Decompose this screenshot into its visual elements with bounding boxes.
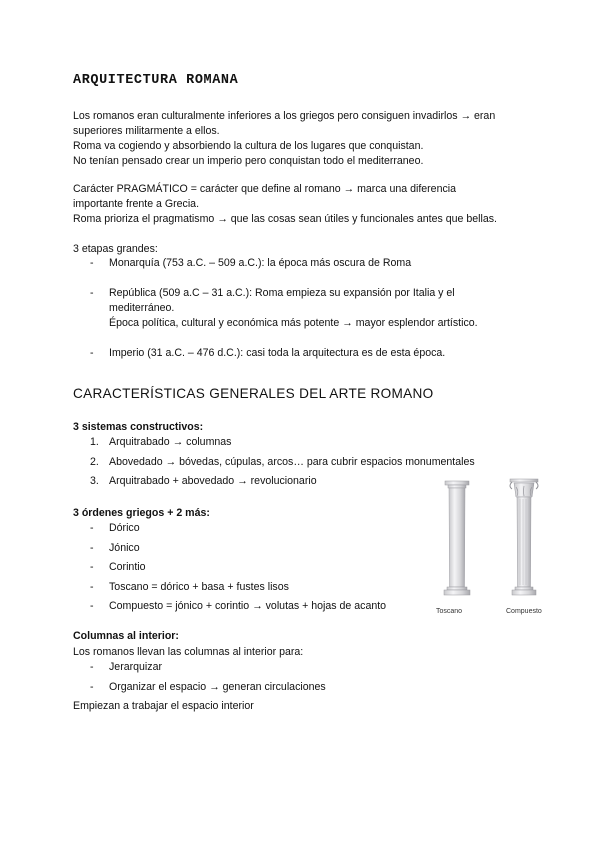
page-title: ARQUITECTURA ROMANA (73, 73, 239, 88)
interior-intro: Los romanos llevan las columnas al interior para: (73, 646, 304, 658)
columns-drawing (428, 475, 553, 625)
dash-bullet: - (90, 287, 94, 299)
interior-heading: Columnas al interior: (73, 630, 179, 642)
dash-bullet: - (90, 580, 94, 593)
list-item (90, 541, 386, 561)
dash-bullet: - (90, 541, 94, 554)
item-number: 1. (90, 436, 99, 448)
composite-caption: Compuesto (506, 608, 542, 615)
stage-line: Imperio (31 a.C. – 476 d.C.): casi toda la arquitectura es de esta época. (109, 347, 446, 359)
intro-paragraph (73, 109, 533, 169)
dash-bullet: - (90, 680, 94, 693)
stage-line: Monarquía (753 a.C. – 509 a.C.): la época más oscura de Roma (109, 257, 412, 269)
section-title: CARACTERÍSTICAS GENERALES DEL ARTE ROMANO (73, 386, 434, 401)
intro-line: Roma va cogiendo y absorbiendo la cultura de los lugares que conquistan. (73, 140, 424, 152)
list-item (90, 599, 386, 619)
intro-line: No tenían pensado crear un imperio pero conquistan todo el mediterraneo. (73, 155, 424, 167)
interior-closing: Empiezan a trabajar el espacio interior (73, 700, 254, 712)
list-item (90, 256, 478, 271)
stage-line: mediterráneo. (109, 302, 175, 314)
item-text: Arquitrabado + abovedado → revolucionario (109, 475, 317, 487)
list-item (90, 455, 475, 475)
list-item (90, 580, 386, 600)
list-item (90, 680, 326, 700)
item-number: 3. (90, 475, 99, 487)
composite-column (510, 479, 538, 595)
pragmatic-line: Carácter PRAGMÁTICO = carácter que define al romano → marca una diferencia (73, 183, 457, 195)
list-item (90, 560, 386, 580)
systems-heading: 3 sistemas constructivos: (73, 421, 204, 433)
list-item (90, 474, 475, 494)
list-item (90, 435, 475, 455)
pragmatic-line: importante frente a Grecia. (73, 198, 200, 210)
item-text: Compuesto = jónico + corintio → volutas + hojas de acanto (109, 600, 387, 612)
columns-illustration (428, 475, 553, 625)
item-text: Arquitrabado → columnas (109, 436, 232, 448)
dash-bullet: - (90, 257, 94, 269)
dash-bullet: - (90, 600, 94, 612)
pragmatic-line: Roma prioriza el pragmatismo → que las cosas sean útiles y funcionales antes que bellas. (73, 213, 497, 225)
stage-line: República (509 a.C – 31 a.C.): Roma empieza su expansión por Italia y el (109, 287, 455, 299)
item-text: Jónico (109, 541, 140, 554)
list-item (90, 346, 478, 361)
dash-bullet: - (90, 347, 94, 359)
item-number: 2. (90, 455, 99, 468)
systems-list (90, 435, 475, 494)
interior-list (90, 660, 326, 699)
intro-line: superiores militarmente a ellos. (73, 125, 220, 137)
dash-bullet: - (90, 561, 94, 573)
pragmatic-paragraph (73, 182, 533, 227)
list-item (90, 521, 386, 541)
item-text: Dórico (109, 522, 140, 534)
list-item (90, 660, 326, 680)
orders-heading: 3 órdenes griegos + 2 más: (73, 507, 210, 519)
list-item (90, 286, 478, 331)
orders-list (90, 521, 386, 619)
stages-list (90, 256, 478, 361)
item-text: Toscano = dórico + basa + fustes lisos (109, 580, 289, 593)
item-text: Abovedado → bóvedas, cúpulas, arcos… para cubrir espacios monumentales (109, 455, 475, 468)
item-text: Organizar el espacio → generan circulaciones (109, 680, 326, 693)
item-text: Corintio (109, 561, 146, 573)
tuscan-caption: Toscano (436, 608, 463, 615)
dash-bullet: - (90, 522, 94, 534)
item-text: Jerarquizar (109, 661, 162, 673)
stage-line: Época política, cultural y económica más potente → mayor esplendor artístico. (109, 317, 478, 329)
tuscan-column (444, 481, 470, 595)
intro-line: Los romanos eran culturalmente inferiores a los griegos pero consiguen invadirlos → eran (73, 110, 496, 122)
stages-heading: 3 etapas grandes: (73, 243, 158, 255)
dash-bullet: - (90, 661, 94, 673)
